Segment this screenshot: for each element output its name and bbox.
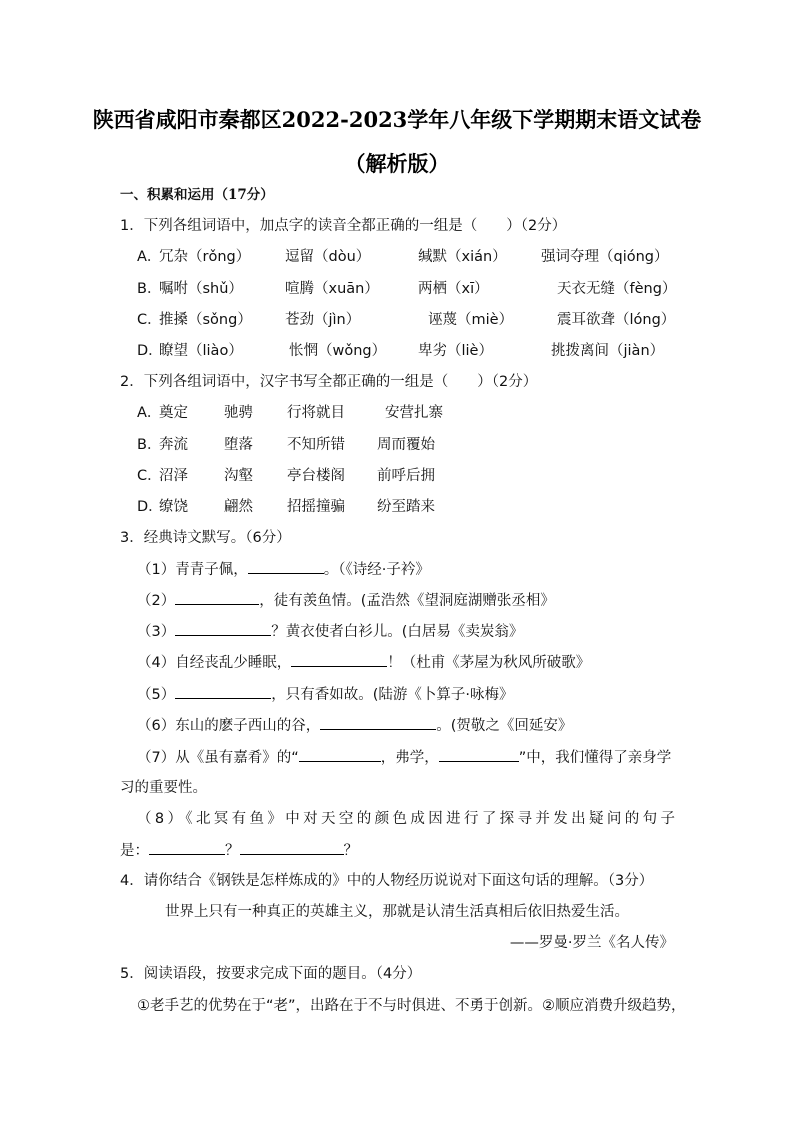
quote-source: ——罗曼·罗兰《名人传》 [509,935,674,951]
option-item: 震耳欲聋（lóng） [557,312,676,328]
answer-blank[interactable] [439,747,519,762]
option-item: 冗杂（rǒng） [159,249,251,265]
option-item: 前呼后拥 [377,468,435,484]
poem-line-3 [137,621,523,642]
option-item: 沟壑 [224,468,253,484]
option-item: 安营扎寨 [385,405,443,421]
passage-text: ①老手艺的优势在于“老”，出路在于不与时俱进、不勇于创新。②顺应消费升级趋势， [137,998,686,1014]
question-5-stem: 5．阅读语段，按要求完成下面的题目。（4分） [120,966,422,982]
answer-blank[interactable] [248,559,324,574]
option-item: 行将就目 [287,405,345,421]
question-2-stem: 2．下列各组词语中，汉字书写全都正确的一组是（ ）（2分） [120,374,538,390]
option-item: 苍劲（jìn） [285,312,361,328]
poem-text: ，徒有羡鱼情。(孟浩然《望洞庭湖赠张丞相》 [259,593,555,609]
answer-blank[interactable] [149,840,225,855]
poem-text: ，只有香如故。(陆游《卜算子·咏梅》 [271,687,514,703]
poem-text: ？ [225,843,240,859]
poem-line-8: （8）《北冥有鱼》中对天空的颜色成因进行了探寻并发出疑问的句子 [137,811,675,827]
poem-text: ”中，我们懂得了亲身学 [518,750,672,766]
poem-text: ，弗学， [380,750,439,766]
question-4-stem: 4．请你结合《钢铁是怎样炼成的》中的人物经历说说对下面这句话的理解。（3分） [120,873,654,889]
poem-text: 。（《诗经·子衿》 [323,562,430,578]
poem-text: ？ [343,843,358,859]
option-item: 推搡（sǒng） [159,312,252,328]
option-item: 奠定 [159,405,188,421]
quote-text: 世界上只有一种真正的英雄主义，那就是认清生活真相后依旧热爱生活。 [165,904,629,920]
poem-text: （1）青青子佩， [137,562,248,578]
option-item: 两栖（xī） [418,281,489,297]
option-item: 喧腾（xuān） [285,281,379,297]
answer-blank[interactable] [240,840,344,855]
option-label: D． [137,499,163,515]
option-item: 沼泽 [159,468,188,484]
poem-text: （6）东山的麽子西山的谷， [137,718,321,734]
option-label: A． [137,405,162,421]
answer-blank[interactable] [175,684,271,699]
option-label: C． [137,312,162,328]
section-heading: 一、积累和运用（17分） [120,187,274,203]
option-item: 诬蔑（miè） [428,312,514,328]
poem-text: （4）自经丧乱少睡眠， [137,655,292,671]
option-label: A． [137,249,162,265]
poem-text: （3） [137,624,176,640]
poem-text: ！（杜甫《茅屋为秋风所破歌》 [387,655,591,671]
option-item: 翩然 [224,499,253,515]
option-item: 周而覆始 [377,437,435,453]
option-item: 招摇撞骗 [287,499,345,515]
poem-line-7 [137,747,671,768]
poem-text: （5） [137,687,176,703]
poem-text: （7）从《虽有嘉肴》的“ [137,750,299,766]
option-item: 缭饶 [159,499,188,515]
exam-subtitle: （解析版） [344,151,450,176]
poem-line-8-cont [120,840,358,861]
poem-text: （2） [137,593,176,609]
option-item: 嘱咐（shǔ） [159,281,243,297]
option-item: 挑拨离间（jiàn） [551,343,665,359]
option-label: D． [137,343,163,359]
option-item: 堕落 [224,437,253,453]
option-item: 亭台楼阁 [287,468,345,484]
option-label: C． [137,468,162,484]
question-1-stem: 1．下列各组词语中，加点字的读音全都正确的一组是（ ）（2分） [120,218,567,234]
poem-line-7-cont: 习的重要性。 [120,780,207,796]
exam-title: 陕西省咸阳市秦都区2022-2023学年八年级下学期期末语文试卷 [92,107,702,132]
option-label: B． [137,437,162,453]
option-item: 怅惘（wǒng） [289,343,387,359]
answer-blank[interactable] [175,590,259,605]
poem-text: 是： [120,843,149,859]
question-3-stem: 3．经典诗文默写。（6分） [120,530,291,546]
option-item: 缄默（xián） [418,249,507,265]
answer-blank[interactable] [291,652,387,667]
option-item: 强词夺理（qióng） [541,249,669,265]
option-label: B． [137,281,162,297]
option-item: 纷至踏来 [377,499,435,515]
option-item: 奔流 [159,437,188,453]
poem-text: 。(贺敬之《回延安》 [436,718,573,734]
poem-line-4 [137,652,590,673]
answer-blank[interactable] [299,747,381,762]
answer-blank[interactable] [320,715,436,730]
option-item: 驰骋 [224,405,253,421]
poem-line-5 [137,684,514,705]
option-item: 逗留（dòu） [285,249,371,265]
poem-line-2 [137,590,555,611]
option-item: 卑劣（liè） [418,343,493,359]
poem-text: ？黄衣使者白衫儿。(白居易《卖炭翁》 [271,624,524,640]
option-item: 不知所错 [287,437,345,453]
option-item: 瞭望（liào） [159,343,243,359]
answer-blank[interactable] [175,621,271,636]
poem-line-1 [137,559,430,580]
poem-line-6 [137,715,572,736]
option-item: 天衣无缝（fèng） [557,281,677,297]
